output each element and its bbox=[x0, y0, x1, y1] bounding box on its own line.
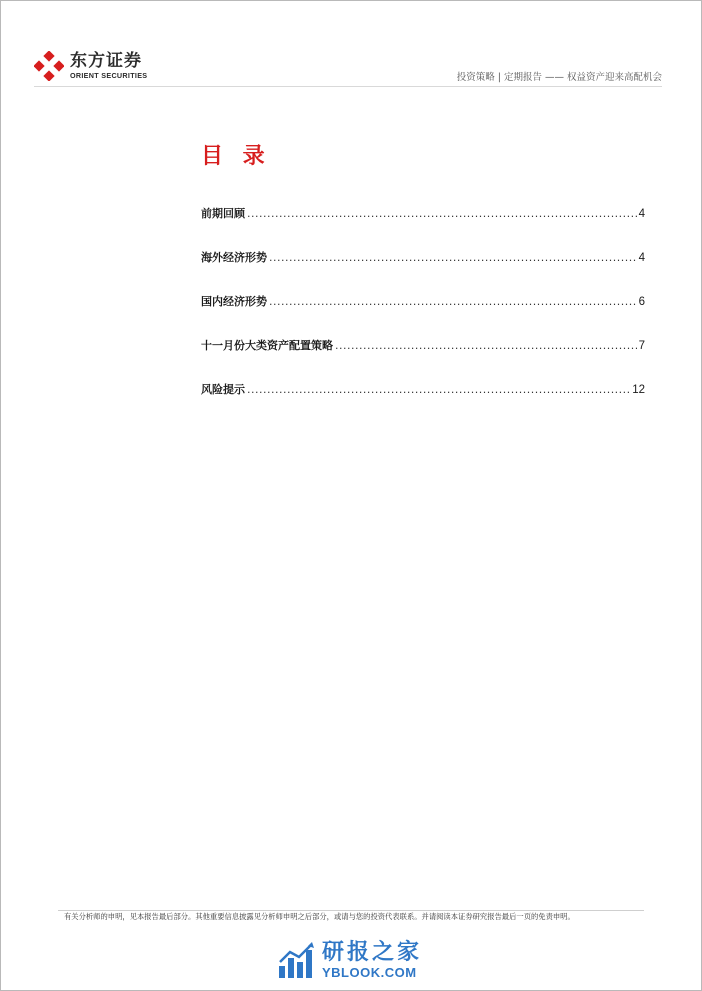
toc-entry-page: 4 bbox=[638, 208, 645, 220]
toc-title: 目 录 bbox=[201, 144, 271, 169]
toc-entry-page: 4 bbox=[638, 252, 645, 264]
toc-entry-risk-warning[interactable] bbox=[201, 381, 645, 425]
toc-dot-leader bbox=[269, 295, 637, 308]
logo-name-cn: 东方证券 bbox=[70, 51, 142, 71]
watermark-name: 研报之家 bbox=[322, 939, 423, 965]
company-logo bbox=[34, 51, 147, 81]
table-of-contents bbox=[201, 205, 645, 425]
toc-dot-leader bbox=[269, 251, 637, 264]
toc-entry-page: 6 bbox=[638, 296, 645, 308]
toc-entry-page: 12 bbox=[632, 384, 645, 396]
footer-divider bbox=[58, 910, 644, 911]
toc-dot-leader bbox=[247, 207, 637, 220]
toc-entry-label: 风险提示 bbox=[201, 383, 245, 396]
toc-entry-label: 十一月份大类资产配置策略 bbox=[201, 339, 333, 352]
toc-dot-leader bbox=[335, 339, 637, 352]
orient-securities-logo-icon bbox=[34, 51, 64, 81]
toc-entry-asset-allocation[interactable] bbox=[201, 337, 645, 381]
toc-entry-label: 海外经济形势 bbox=[201, 251, 267, 264]
toc-entry-label: 国内经济形势 bbox=[201, 295, 267, 308]
watermark bbox=[276, 940, 422, 980]
toc-entry-domestic-economy[interactable] bbox=[201, 293, 645, 337]
toc-dot-leader bbox=[247, 383, 630, 396]
logo-name-en: ORIENT SECURITIES bbox=[70, 71, 148, 80]
header-divider bbox=[34, 86, 662, 87]
toc-entry-overseas-economy[interactable] bbox=[201, 249, 645, 293]
toc-entry-page: 7 bbox=[638, 340, 645, 352]
footer-disclaimer: 有关分析师的申明，见本报告最后部分。其他重要信息披露见分析师申明之后部分，或请与您的投资代表联系。并请阅读本证券研究报告最后一页的免责申明。 bbox=[64, 912, 575, 921]
bar-chart-logo-icon bbox=[276, 940, 316, 980]
toc-entry-review[interactable] bbox=[201, 205, 645, 249]
toc-entry-label: 前期回顾 bbox=[201, 207, 245, 220]
report-category-path: 投资策略 | 定期报告 —— 权益资产迎来高配机会 bbox=[456, 72, 662, 83]
watermark-url: YBLOOK.COM bbox=[322, 964, 417, 980]
